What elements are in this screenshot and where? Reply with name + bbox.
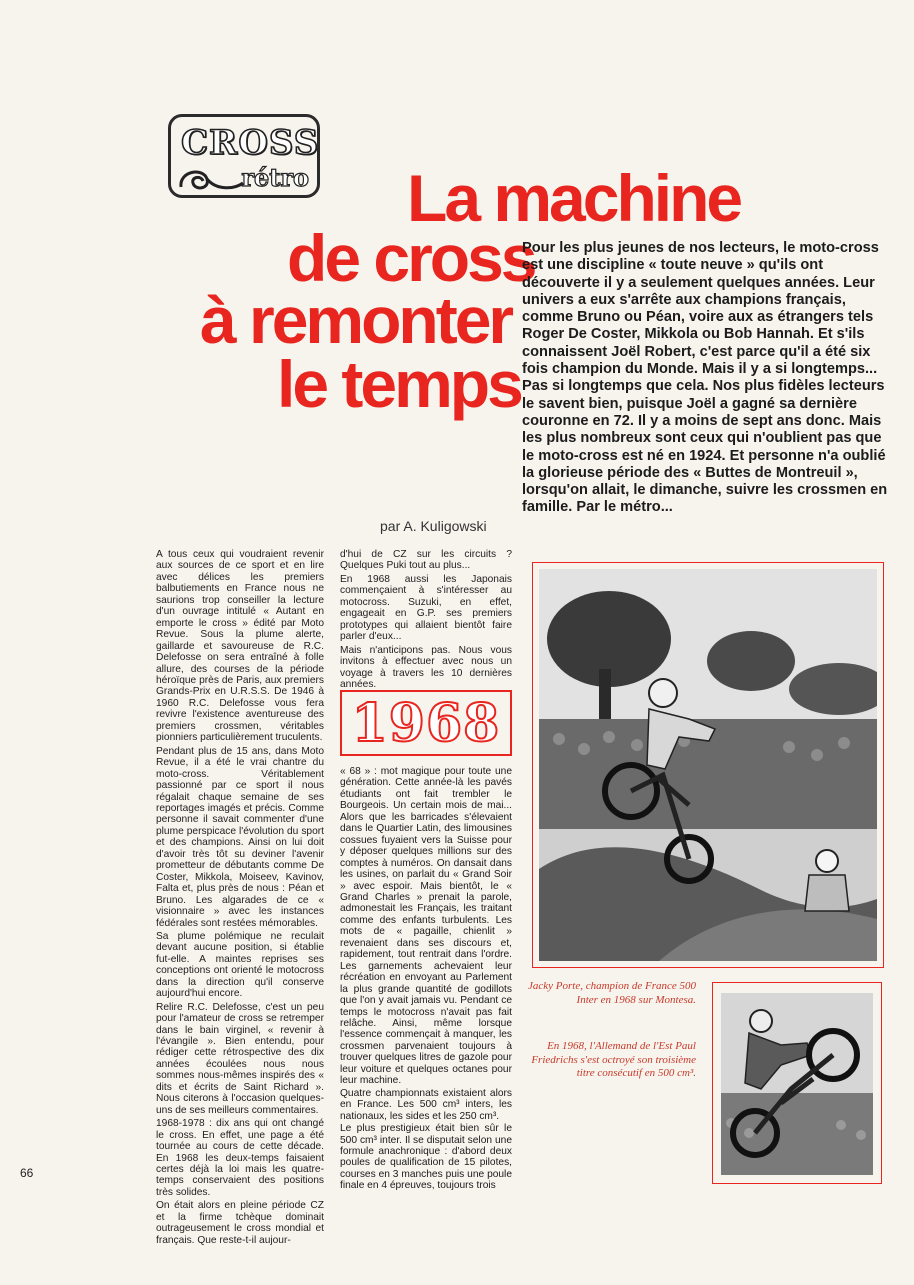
title-line-4: le temps — [277, 347, 521, 421]
body-column-2-top — [340, 549, 512, 692]
photo-caption-1: Jacky Porte, champion de France 500 Inter en 1968 sur Montesa. — [528, 980, 696, 1006]
paragraph: 1968-1978 : dix ans qui ont changé le cross. En effet, une page a été tournée au cours de cette décade. En 1968 les deux-temps faisaient certes déjà la loi mais les quatre-temps conservaient des positions très solides. — [156, 1118, 324, 1198]
page-number: 66 — [20, 1166, 34, 1180]
motocross-rider-photo — [721, 993, 873, 1175]
year-heading-box — [340, 690, 512, 756]
motocross-jump-photo — [539, 569, 877, 961]
paragraph: En 1968 aussi les Japonais commençaient à s'intéresser au motocross. Suzuki, en effet, engageait en G.P. ses premiers prototypes qui allaient bientôt faire parler d'eux... — [340, 573, 512, 643]
paragraph: Relire R.C. Delefosse, c'est un peu pour l'amateur de cross se retremper dans le bain virginel, « revenir à l'évangile ». Bien entendu, pour rédiger cette rétrospective des dix années écoulées nous nous sommes nous-mêmes inspirés des « dits et écrits de Saint Richard ». Nous citerons à l'occasion quelques-uns de ses meilleurs commentaires. — [156, 1001, 324, 1116]
year-heading: 1968 — [351, 692, 501, 754]
paragraph: Mais n'anticipons pas. Nous vous invitons à effectuer avec nous un voyage à travers les 10 dernières années. — [340, 644, 512, 690]
title-line-3: à remonter — [200, 283, 512, 357]
logo-cross-text: CROSS — [181, 123, 320, 163]
paragraph: Le plus prestigieux était bien sûr le 500 cm³ inter. Il se disputait selon une formule anachronique : d'abord deux poules de qualification de 15 pilotes, courses en 3 manches puis une poule finale en 4 épreuves, toujours trois — [340, 1123, 512, 1192]
paragraph: Pendant plus de 15 ans, dans Moto Revue, il a été le vrai chantre du moto-cross. Véritablement passionné par ce sport il nous régalait chaque semaine de ses reportages imagés et précis. Comme personne il savait commenter d'une plume perspicace l'évolution du sport et des champions. Ainsi on lui doit d'avoir très tôt su deviner l'avenir prometteur de débutants comme De Coster, Mikkola, Moiseev, Kavinov, Falta et, plus près de nous : Péan et Bruno. Les algarades de ce « visionnaire » avec les instances fédérales sont restées mémorables. — [156, 745, 324, 929]
body-column-1 — [156, 549, 324, 1248]
paragraph: Sa plume polémique ne reculait devant aucune position, si établie fut-elle. A maintes reprises ses conceptions ont orienté le motocross dans la direction qu'il conserve aujourd'hui encore. — [156, 930, 324, 1000]
paragraph: Quatre championnats existaient alors en France. Les 500 cm³ inters, les nationaux, les sides et les 250 cm³. — [340, 1087, 512, 1122]
logo-retro-text: rétro — [241, 163, 309, 192]
body-column-2-bottom — [340, 766, 512, 1193]
paragraph: « 68 » : mot magique pour toute une génération. Cette année-là les pavés étudiants ont fait trembler le Bourgeois. Un certain mois de mai... Alors que les barricades s'élevaient dans le Quartier Latin, des limousines cossues fuyaient vers la Suisse pour y déposer quelques millions sur des comptes à numéros. On dansait dans les usines, on parlait du « Grand Soir » avec espoir. Mais bientôt, le « Grand Charles » prenait la parole, admonestait les Français, les traitant comme des enfants turbulents. Les mots de « pagaille, chienlit » revenaient dans ses discours et, rapidement, tout rentrait dans l'ordre. Les garnements achevaient leur récréation en envoyant au Parlement la plus grande quantité de godillots que l'on y avait jamais vu. Pendant ce temps le motocross n'avait pas fait relâche. Ainsi, même lorsque l'essence commençait à manquer, les crossmen parvenaient toujours à trouver quelques litres de gazole pour leur voiture et quelques octanes pour leur machine. — [340, 766, 512, 1087]
paragraph: d'hui de CZ sur les circuits ? Quelques Puki tout au plus... — [340, 549, 512, 572]
intro-paragraph: Pour les plus jeunes de nos lecteurs, le moto-cross est une discipline « toute neuve » qu'ils ont découverte il y a seulement quelques années. Leur univers a eux s'arrête aux champions français, comme Bruno ou Péan, voire aux as étrangers tels Roger De Coster, Mikkola ou Bob Hannah. Et s'ils connaissent Joël Robert, c'est parce qu'il a été six fois champion du Monde. Mais il y a si longtemps... Pas si longtemps que cela. Nos plus fidèles lecteurs le savent bien, puisque Joël a gagné sa dernière couronne en 72. Il y a moins de sept ans donc. Mais les plus nombreux sont ceux qui n'oublient pas que le moto-cross est né en 1924. Et personne n'a oublié la glorieuse période des « Buttes de Montreuil », lorsqu'on allait, le dimanche, suivre les crossmen en famille. Par le métro... — [522, 240, 888, 516]
title-line-2: de cross — [287, 221, 535, 295]
byline: par A. Kuligowski — [380, 518, 487, 534]
photo-paul-friedrichs — [712, 982, 882, 1184]
photo-jacky-porte — [532, 562, 884, 968]
paragraph: On était alors en pleine période CZ et la firme tchèque dominait outrageusement le cross mondial et français. Que reste-t-il aujour- — [156, 1200, 324, 1246]
photo-caption-2: En 1968, l'Allemand de l'Est Paul Friedrichs s'est octroyé son troisième titre consécutif en 500 cm³. — [531, 1040, 696, 1079]
paragraph: A tous ceux qui voudraient revenir aux sources de ce sport et en lire avec délices les premiers balbutiements en France nous ne saurions trop conseiller la lecture d'un ouvrage intitulé « Autant en emporte le cross » édité par Moto Revue. Sous la plume alerte, gaillarde et savoureuse de R.C. Delefosse on sera entraîné à folle allure, des courses de la période héroïque près de Paris, aux premiers Grands-Prix en U.R.S.S. De 1946 à 1960 R.C. Delefosse vous fera revivre l'existence aventureuse des premiers crossmen, véritables pionniers particulièrement truculents. — [156, 549, 324, 744]
title-line-1: La machine — [407, 161, 741, 235]
